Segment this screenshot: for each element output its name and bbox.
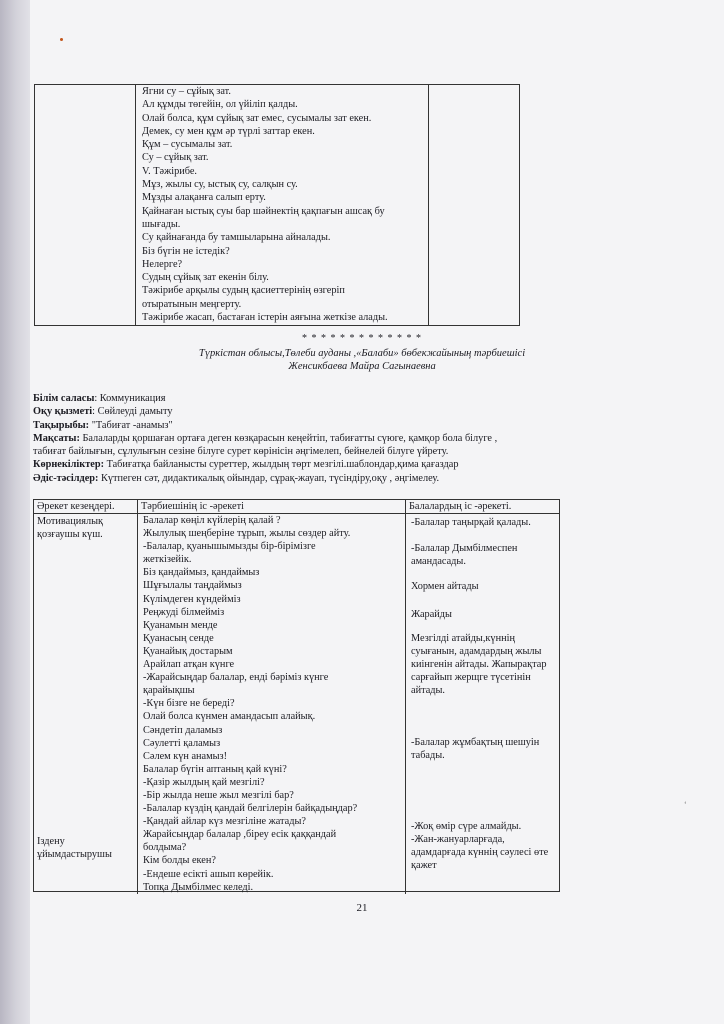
children-line: табады. bbox=[411, 750, 445, 762]
teacher-line: Балалар бүгін аптаның қай күні? bbox=[143, 763, 287, 775]
lesson-table bbox=[33, 499, 560, 892]
info-text: : Коммуникация bbox=[94, 393, 166, 404]
text-line: Судың сұйық зат екенін білу. bbox=[142, 272, 269, 284]
teacher-line: -Қазір жылдың қай мезгілі? bbox=[143, 776, 265, 788]
stage-label bbox=[37, 835, 112, 861]
text-line: отыратынын меңгерту. bbox=[142, 298, 242, 310]
info-text: Балаларды қоршаған ортаға деген көзқарасын кеңейтіп, табиғатты сүюге, қамқор бола білуге , bbox=[79, 432, 498, 444]
teacher-column bbox=[138, 514, 406, 894]
text-line: Қайнаған ыстық суы бар шәйнектің қақпағын ашсақ бу bbox=[142, 205, 385, 217]
teacher-line: жеткізейік. bbox=[143, 554, 192, 566]
teacher-line: -Бір жылда неше жыл мезгілі бар? bbox=[143, 789, 294, 801]
text-line: Тәжірибе арқылы судың қасиеттерінің өзгеріп bbox=[142, 285, 345, 297]
lesson-table-header bbox=[34, 500, 559, 514]
info-row bbox=[33, 419, 593, 432]
author-line-2: Женсикбаева Майра Сагынаевна bbox=[288, 361, 436, 372]
top-table-middle-cell bbox=[136, 85, 429, 325]
info-row bbox=[33, 472, 593, 485]
teacher-line: Қуанамын менде bbox=[143, 619, 218, 631]
info-row bbox=[33, 432, 593, 445]
teacher-line: Сәлем күн анамыз! bbox=[143, 750, 228, 762]
teacher-line: Қуанасың сенде bbox=[143, 632, 214, 644]
text-line: Ягни су – сұйық зат. bbox=[142, 86, 231, 97]
teacher-line: Реңжуді білмейміз bbox=[143, 606, 225, 618]
children-line: киінгенін айтады. Жапырақтар bbox=[411, 659, 547, 671]
top-table-text bbox=[136, 85, 428, 324]
scan-dot-mark bbox=[60, 38, 63, 41]
author-block bbox=[0, 347, 724, 373]
info-row bbox=[33, 445, 593, 458]
top-table-left-cell bbox=[35, 85, 136, 325]
page-number: 21 bbox=[356, 902, 368, 914]
children-line: -Балалар таңырқай қалады. bbox=[411, 517, 531, 528]
info-text: табиғат байлығын, сұлулығын сезіне білуге сурет көрінісін әңгімелеп, бейнелей білуге үйрету. bbox=[33, 446, 449, 458]
stage-label bbox=[37, 515, 103, 541]
info-label: Әдіс-тәсілдер: bbox=[33, 472, 99, 484]
teacher-line: -Балалар күздің қандай белгілерін байқадыңдар? bbox=[143, 803, 358, 815]
teacher-line: Шұғылалы таңдаймыз bbox=[143, 580, 242, 592]
info-text: Табиғатқа байланысты суреттер, жылдың төрт мезгілі.шаблондар,қима қағаздар bbox=[104, 459, 459, 471]
stage-line: Мотивациялық bbox=[37, 516, 104, 527]
text-line: Мұзды алақанға салып ерту. bbox=[142, 192, 266, 204]
teacher-line: Біз қандаймыз, қандаймыз bbox=[143, 567, 260, 579]
top-table bbox=[34, 84, 520, 326]
teacher-line: Топқа Дымбілмес келеді. bbox=[143, 881, 254, 893]
teacher-line: Жарайсыңдар балалар ,біреу есік қаққандай bbox=[143, 829, 337, 841]
teacher-line: Кім болды екен? bbox=[143, 855, 216, 867]
teacher-line: Сәндетіп даламыз bbox=[143, 724, 223, 736]
header-children: Балалардың іс -әрекеті. bbox=[409, 501, 512, 512]
children-response bbox=[411, 632, 553, 697]
children-line: -Балалар жұмбақтың шешуін bbox=[411, 737, 540, 748]
children-line: Мезгілді атайды,күннің bbox=[411, 633, 515, 644]
info-row bbox=[33, 405, 593, 418]
children-line: амандасады. bbox=[411, 556, 466, 568]
children-line: -Балалар Дымбілмеспен bbox=[411, 543, 518, 554]
info-label: Көрнекіліктер: bbox=[33, 459, 104, 471]
children-line: Хормен айтады bbox=[411, 581, 479, 592]
teacher-line: болдыма? bbox=[143, 842, 187, 854]
info-row bbox=[33, 392, 593, 405]
children-line: суығанын, адамдардың жылы bbox=[411, 646, 542, 658]
children-response bbox=[411, 580, 553, 593]
children-response bbox=[411, 542, 553, 568]
section-separator: * * * * * * * * * * * * * bbox=[302, 333, 422, 344]
teacher-line: Балалар көңіл күйлерің қалай ? bbox=[143, 515, 281, 526]
teacher-line: -Қандай айлар күз мезгіліне жатады? bbox=[143, 816, 306, 828]
teacher-line: Қуанайық достарым bbox=[143, 645, 233, 657]
lesson-info bbox=[33, 392, 593, 485]
teacher-line: -Ендеше есікті ашып көрейік. bbox=[143, 868, 274, 880]
info-label: Тақырыбы: bbox=[33, 419, 90, 431]
text-line: Мұз, жылы су, ыстық су, салқын су. bbox=[142, 179, 298, 191]
children-response bbox=[411, 820, 553, 872]
teacher-line: Арайлап атқан күнге bbox=[143, 659, 235, 671]
info-row bbox=[33, 458, 593, 471]
text-line: V. Тәжірибе. bbox=[142, 165, 197, 177]
children-line: қажет bbox=[411, 860, 437, 872]
info-label: Мақсаты: bbox=[33, 432, 80, 444]
children-response bbox=[411, 516, 553, 529]
info-text: "Табиғат -анамыз" bbox=[89, 419, 173, 431]
stage-line: қозғаушы күш. bbox=[37, 529, 103, 541]
text-line: Нелерге? bbox=[142, 258, 183, 270]
info-text: : Сөйлеуді дамыту bbox=[92, 406, 173, 418]
children-line: -Жоқ өмір сүре алмайды. bbox=[411, 821, 522, 832]
children-line: адамдарғада күннің сәулесі өте bbox=[411, 847, 549, 859]
info-label: Оқу қызметі bbox=[33, 406, 93, 418]
text-line: шығады. bbox=[142, 218, 181, 230]
children-column bbox=[406, 514, 559, 894]
info-text: Күтпеген сәт, дидактикалық ойындар, сұрақ-жауап, түсіндіру,оқу , әңгімелеу. bbox=[98, 472, 440, 484]
top-table-right-cell bbox=[429, 85, 519, 325]
teacher-text bbox=[138, 514, 405, 894]
author-line-1: Түркістан облысы,Төлеби ауданы ,«Балаби» бөбекжайының тәрбиешісі bbox=[198, 348, 526, 359]
text-line: Су – сұйық зат. bbox=[142, 152, 209, 164]
children-line: -Жан-жануарларғада, bbox=[411, 834, 505, 846]
text-line: Су қайнағанда бу тамшыларына айналады. bbox=[142, 232, 331, 244]
text-line: Ал құмды төгейін, ол үйіліп қалды. bbox=[142, 99, 298, 111]
header-stages: Әрекет кезеңдері. bbox=[34, 500, 138, 513]
text-line: Олай болса, құм сұйық зат емес, сусымалы зат екен. bbox=[142, 112, 372, 124]
stage-line: ұйымдастырушы bbox=[37, 849, 112, 861]
teacher-line: -Күн бізге не береді? bbox=[143, 698, 235, 710]
children-line: айтады. bbox=[411, 685, 446, 697]
text-line: Тәжірибе жасап, бастаған істерін аяғына жеткізе алады. bbox=[142, 312, 388, 324]
text-line: Құм – сусымалы зат. bbox=[142, 139, 233, 151]
info-label: Білім саласы bbox=[33, 393, 95, 404]
stages-column bbox=[34, 514, 138, 894]
header-teacher: Тәрбиешінің іс -әрекеті bbox=[138, 500, 406, 513]
teacher-line: Күлімдеген күндейміз bbox=[143, 593, 241, 605]
text-line: Біз бүгін не істедік? bbox=[142, 245, 230, 257]
stage-line: Іздену bbox=[37, 836, 65, 847]
teacher-line: Олай болса күнмен амандасып алайық. bbox=[143, 711, 316, 723]
children-response bbox=[411, 608, 553, 621]
lesson-table-body bbox=[34, 514, 559, 894]
text-line: Демек, су мен құм әр түрлі заттар екен. bbox=[142, 125, 315, 137]
children-line: сарғайып жерщге түсетінін bbox=[411, 672, 531, 684]
scan-side-mark: ʻ bbox=[684, 800, 687, 809]
teacher-line: Сәулетті қаламыз bbox=[143, 737, 221, 749]
teacher-line: Жылулық шеңберіне тұрып, жылы сөздер айту. bbox=[143, 528, 351, 540]
children-response bbox=[411, 736, 553, 762]
teacher-line: -Жарайсыңдар балалар, енді бәріміз күнге bbox=[143, 672, 329, 684]
children-line: Жарайды bbox=[411, 609, 452, 620]
teacher-line: -Балалар, қуанышымызды бір-бірімізге bbox=[143, 541, 316, 553]
teacher-line: қарайықшы bbox=[143, 685, 195, 697]
